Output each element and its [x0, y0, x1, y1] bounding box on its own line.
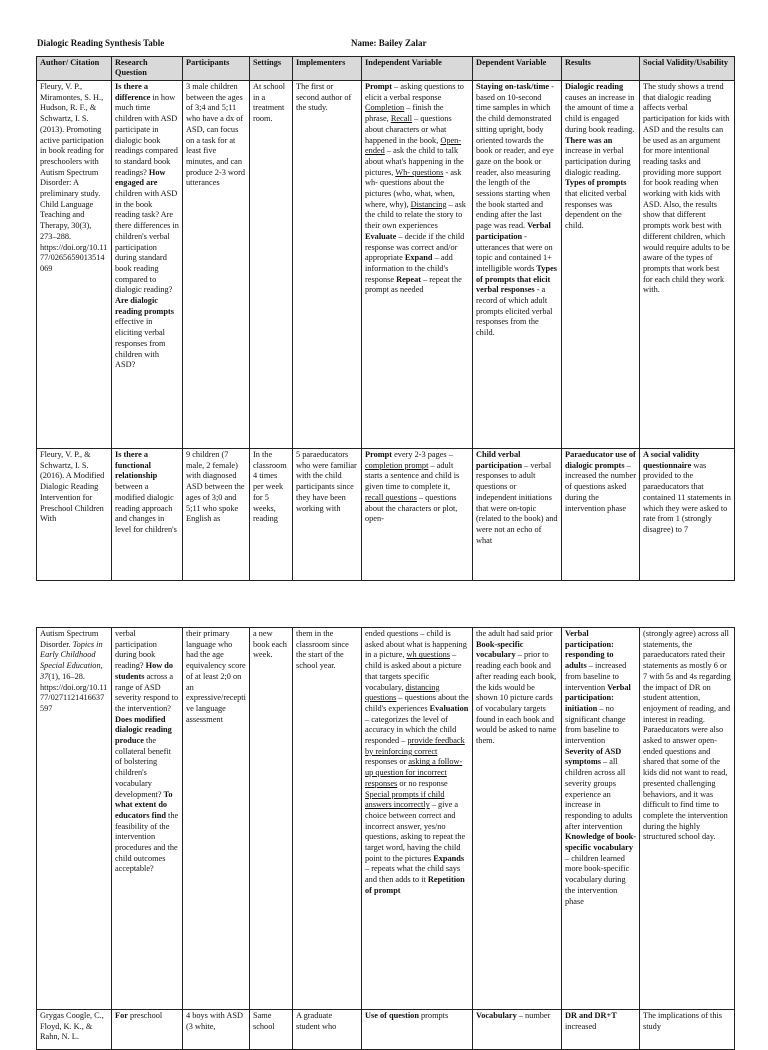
column-header: Participants	[183, 57, 250, 81]
cell-text: Staying on-task/time	[476, 82, 550, 91]
cell-text: Book-specific vocabulary	[476, 639, 524, 660]
column-header: Research Question	[112, 57, 183, 81]
document-title: Dialogic Reading Synthesis Table	[37, 38, 165, 48]
cell-text: – prior to reading each book and after reading each book, the kids would be shown 10 picture cards of vocabulary targets found in each book and would be asked to name them.	[476, 650, 557, 746]
table-cell	[250, 628, 293, 1010]
cell-text: For	[115, 1011, 128, 1020]
cell-text: prompts	[418, 1011, 449, 1020]
cell-text: – no significant change from baseline to intervention	[565, 703, 626, 746]
cell-text: Types of prompts that elicit verbal responses	[476, 263, 557, 295]
table-cell	[473, 1010, 562, 1050]
cell-text: – asking questions to elicit a verbal response	[365, 82, 464, 102]
cell-text: that elicited verbal responses was dependent on the child.	[565, 189, 627, 231]
cell-text: Paraeducator use of dialogic prompts	[565, 450, 636, 470]
cell-text: 9 children (7 male, 2 female) with diagnosed ASD between the ages of 3;0 and 5;11 who spoke English as	[186, 450, 245, 524]
cell-text: Severity of ASD symptoms	[565, 746, 622, 767]
cell-text: – categorizes the level of accuracy in which the child responded –	[365, 714, 457, 746]
cell-text: – questions about the characters or plot, open-	[365, 492, 458, 524]
cell-text: was provided to the paraeducators that contained 11 statements in which they were asked to rate from 1 (strongly disagree) to 7	[643, 460, 731, 534]
table-cell	[362, 449, 473, 581]
table-cell	[473, 449, 562, 581]
cell-text: – number	[516, 1011, 551, 1020]
cell-text: Completion	[365, 103, 405, 113]
cell-text: Are dialogic reading prompts	[115, 296, 174, 316]
cell-text: provide feedback by reinforcing correct	[365, 736, 465, 756]
synthesis-table-page-1	[36, 56, 735, 581]
cell-text: – ask the child to talk about what's happening in the pictures,	[365, 146, 464, 177]
cell-text: – questions about the child's experiences	[365, 693, 469, 713]
cell-text: Verbal participation: initiation	[565, 682, 631, 713]
cell-text: – repeat the prompt as needed	[365, 274, 462, 295]
table-cell	[562, 1010, 640, 1050]
table-cell	[183, 81, 250, 449]
column-header: Author/ Citation	[37, 57, 112, 81]
cell-text: Grygas Coogle, C., Floyd, K. K., & Rahn, N. L.	[40, 1011, 104, 1042]
cell-text: wh questions	[406, 650, 451, 660]
cell-text: responses or	[365, 757, 409, 767]
cell-text: their primary language who had the age equivalency score of at least 2;0 on an expressive/receptive language assessment	[186, 629, 246, 724]
cell-text: – adult starts a sentence and child is given time to complete it,	[365, 460, 460, 492]
cell-text: 3 male children between the ages of 3;4 and 5;11 who have a dx of ASD, can focus on a task for at least five minutes, and can produce 2-3 word utterances	[186, 82, 245, 188]
table-cell	[362, 1010, 473, 1050]
cell-text: Use of question	[365, 1011, 419, 1020]
cell-text: 5 paraeducators who were familiar with the child participants since they have been working with	[296, 450, 357, 513]
table-cell	[562, 628, 640, 1010]
page-break	[0, 585, 768, 627]
table-cell	[183, 628, 250, 1010]
cell-text: - utterances that were on topic and contained 1+ intelligible words	[476, 231, 553, 273]
cell-text: A social validity questionnaire	[643, 450, 700, 470]
cell-text: effective in eliciting verbal responses from children with ASD?	[115, 317, 166, 370]
table-cell	[37, 628, 112, 1010]
cell-text: (1), 16–28. https://doi.org/10.1177/0271121416637597	[40, 671, 108, 713]
column-header: Implementers	[293, 57, 362, 81]
cell-text: – all children across all severity groups experience an increase in responding to adults after intervention	[565, 757, 633, 831]
cell-text: Distancing	[410, 199, 447, 209]
cell-text: DR and DR+T	[565, 1011, 617, 1020]
table-cell	[250, 449, 293, 581]
cell-text: Prompt	[365, 450, 393, 459]
cell-text: Repetition of prompt	[365, 875, 465, 895]
cell-text: children with ASD in the book reading task? Are there differences in children's verbal participation during standard book reading compared to dialogic reading?	[115, 189, 179, 295]
table-cell	[112, 81, 183, 449]
cell-text: – verbal responses to adult questions or independent initiations that were on-topic (related to the book) and were not an echo of what	[476, 460, 558, 545]
cell-text: between a modified dialogic reading approach and changes in level for children's	[115, 482, 177, 534]
cell-text: Is there a difference	[115, 82, 151, 102]
synthesis-table-page-2	[36, 627, 735, 1050]
cell-text: Child verbal participation	[476, 450, 523, 470]
table-header-row	[37, 57, 735, 81]
table-cell	[37, 81, 112, 449]
cell-text: Evaluation	[429, 703, 469, 713]
cell-text: Special prompts if child answers incorrectly	[365, 789, 445, 810]
table-cell	[640, 81, 735, 449]
cell-text: To what extent do educators find	[115, 789, 173, 820]
table-cell	[112, 1010, 183, 1050]
cell-text: - ask wh- questions about the pictures (who, what, when, where, why),	[365, 167, 462, 209]
cell-text: completion prompt	[365, 460, 429, 470]
cell-text: (strongly agree) across all statements, the paraeducators rated their statements as mostly 6 or 7 with 5s and 4s regarding the impact of DR on student attention, enjoyment of reading, and interest in reading. Paraeducators were also asked to answer open-ended questions and shared that some of the kids did not want to read, presented challenging behaviors, and it was difficult to find time to complete the intervention during the highly structured school day.	[643, 629, 731, 842]
column-header: Independent Variable	[362, 57, 473, 81]
cell-text: – questions about characters or what happened in the book,	[365, 114, 452, 145]
table-cell	[640, 449, 735, 581]
table-cell	[640, 1010, 735, 1050]
cell-text: Fleury, V. P., Miramontes, S. H., Hudson, R. F., & Schwartz, I. S. (2013). Promoting active participation in book reading for preschoolers with Autism Spectrum Disorder: A preliminary study. Child Language Teaching and Therapy, 30(3), 273–288. https://doi.org/10.1177/0265659013514069	[40, 82, 108, 273]
cell-text: The study shows a trend that dialogic reading affects verbal participation for kids with ASD and the results can be used as an argument for more intentional reading tasks and providing more support for book reading when working with kids with ASD. Also, the results show that different prompts work best with different children, which would require adults to be aware of the types of prompts that work best for each child they work with.	[643, 82, 730, 295]
cell-text: - based on 10-second time samples in which the child demonstrated sitting upright, body oriented towards the book or reader, and eye gaze on the book or reader, also measuring the length of the sessions starting when the book started and ending after the last page was read.	[476, 82, 554, 231]
cell-text: ended questions – child is asked about what is happening in a picture,	[365, 629, 467, 660]
table-cell	[250, 1010, 293, 1050]
table-cell	[293, 81, 362, 449]
table-cell	[473, 628, 562, 1010]
table-cell	[362, 81, 473, 449]
cell-text: Expands	[433, 853, 465, 863]
table-cell	[183, 1010, 250, 1050]
table-cell	[112, 628, 183, 1010]
cell-text: – ask the child to relate the story to their own experiences	[365, 199, 466, 231]
cell-text: How do students	[115, 661, 174, 681]
table-cell	[37, 449, 112, 581]
cell-text: Autism Spectrum Disorder.	[40, 629, 99, 649]
table-row	[37, 81, 735, 449]
cell-text: The first or second author of the study.	[296, 82, 352, 113]
column-header: Dependent Variable	[473, 57, 562, 81]
cell-text: Fleury, V. P., & Schwartz, I. S. (2016). A Modified Dialogic Reading Intervention for Preschool Children With	[40, 450, 105, 524]
cell-text: Topics in Early Childhood Special Education, 37	[40, 639, 103, 681]
cell-text: them in the classroom since the start of the school year.	[296, 629, 349, 671]
cell-text: distancing questions	[365, 682, 440, 703]
table-cell	[37, 1010, 112, 1050]
cell-text: – repeats what the child says and then adds to it	[365, 864, 461, 885]
cell-text: a new book each week.	[253, 629, 287, 660]
cell-text: The implications of this study	[643, 1011, 723, 1031]
cell-text: Does modified dialogic reading produce	[115, 714, 172, 746]
cell-text: Dialogic reading	[565, 82, 624, 91]
cell-text: – increased the number of questions asked during the intervention phase	[565, 460, 636, 513]
cell-text: across a range of ASD severity respond to the intervention?	[115, 671, 179, 713]
cell-text: Open-ended	[365, 135, 462, 156]
cell-text: Evaluate	[365, 231, 397, 241]
table-cell	[293, 1010, 362, 1050]
cell-text: Repeat	[396, 274, 421, 284]
column-header: Results	[562, 57, 640, 81]
cell-text: - a record of which adult prompts elicited verbal responses from the child.	[476, 285, 553, 338]
cell-text: asking a follow-up question for incorrect responses	[365, 757, 463, 788]
table-row	[37, 628, 735, 1010]
table-cell	[562, 449, 640, 581]
cell-text: the adult had said prior	[476, 629, 553, 638]
cell-text: Recall	[390, 114, 413, 124]
cell-text: causes an increase in the amount of time a child is engaged during book reading.	[565, 92, 635, 134]
column-header: Settings	[250, 57, 293, 81]
cell-text: Verbal participation: responding to adults	[565, 629, 614, 671]
cell-text: verbal participation during book reading?	[115, 629, 157, 671]
cell-text: Is there a functional relationship	[115, 450, 158, 481]
cell-text: 4 boys with ASD (3 white,	[186, 1011, 243, 1031]
cell-text: – decide if the child response was correct and/or appropriate	[365, 231, 465, 263]
table-row	[37, 449, 735, 581]
cell-text: Expand	[404, 253, 433, 263]
cell-text: recall questions	[365, 492, 417, 502]
cell-text: – give a choice between correct and incorrect answer, yes/no questions, asking to repeat the target word, having the child point to the pictures	[365, 800, 466, 863]
column-header: Social Validity/Usability	[640, 57, 735, 81]
cell-text: preschool	[127, 1011, 163, 1020]
cell-text: Prompt	[365, 82, 393, 91]
table-cell	[183, 449, 250, 581]
cell-text: There was an	[565, 135, 613, 145]
cell-text: or no response	[397, 778, 448, 788]
author-name: Name: Bailey Zalar	[351, 38, 427, 48]
table-cell	[640, 628, 735, 1010]
cell-text: Types of prompts	[565, 178, 627, 188]
cell-text: – child is asked about a picture that targets specific vocabulary,	[365, 650, 462, 692]
cell-text: Same school	[253, 1011, 275, 1031]
cell-text: Verbal participation	[476, 221, 551, 241]
cell-text: In the classroom 4 times per week for 5 weeks, reading	[253, 450, 287, 524]
table-cell	[362, 628, 473, 1010]
cell-text: increased	[565, 1021, 597, 1031]
cell-text: every 2-3 pages –	[392, 450, 453, 459]
table-cell	[293, 449, 362, 581]
cell-text: the feasibility of the intervention procedures and the child outcomes acceptable?	[115, 810, 179, 874]
table-cell	[562, 81, 640, 449]
cell-text: increase in verbal participation during dialogic reading.	[565, 146, 631, 177]
cell-text: A graduate student who	[296, 1011, 337, 1031]
table-cell	[112, 449, 183, 581]
table-row	[37, 1010, 735, 1050]
table-cell	[473, 81, 562, 449]
table-cell	[293, 628, 362, 1010]
cell-text: At school in a treatment room.	[253, 82, 286, 124]
cell-text: – increased from baseline to intervention	[565, 661, 627, 692]
cell-text: – finish the phrase,	[365, 103, 444, 124]
cell-text: Wh- questions	[395, 167, 444, 177]
cell-text: How engaged are	[115, 167, 166, 188]
cell-text: in how much time children with ASD participate in dialogic book readings compared to standard book readings?	[115, 92, 178, 177]
cell-text: Knowledge of book-specific vocabulary	[565, 832, 636, 853]
table-cell	[250, 81, 293, 449]
cell-text: – children learned more book-specific vocabulary during the intervention phase	[565, 853, 630, 906]
cell-text: the collateral benefit of bolstering children's vocabulary development?	[115, 736, 171, 799]
cell-text: – add information to the child's response	[365, 253, 453, 284]
cell-text: Vocabulary	[476, 1011, 517, 1020]
